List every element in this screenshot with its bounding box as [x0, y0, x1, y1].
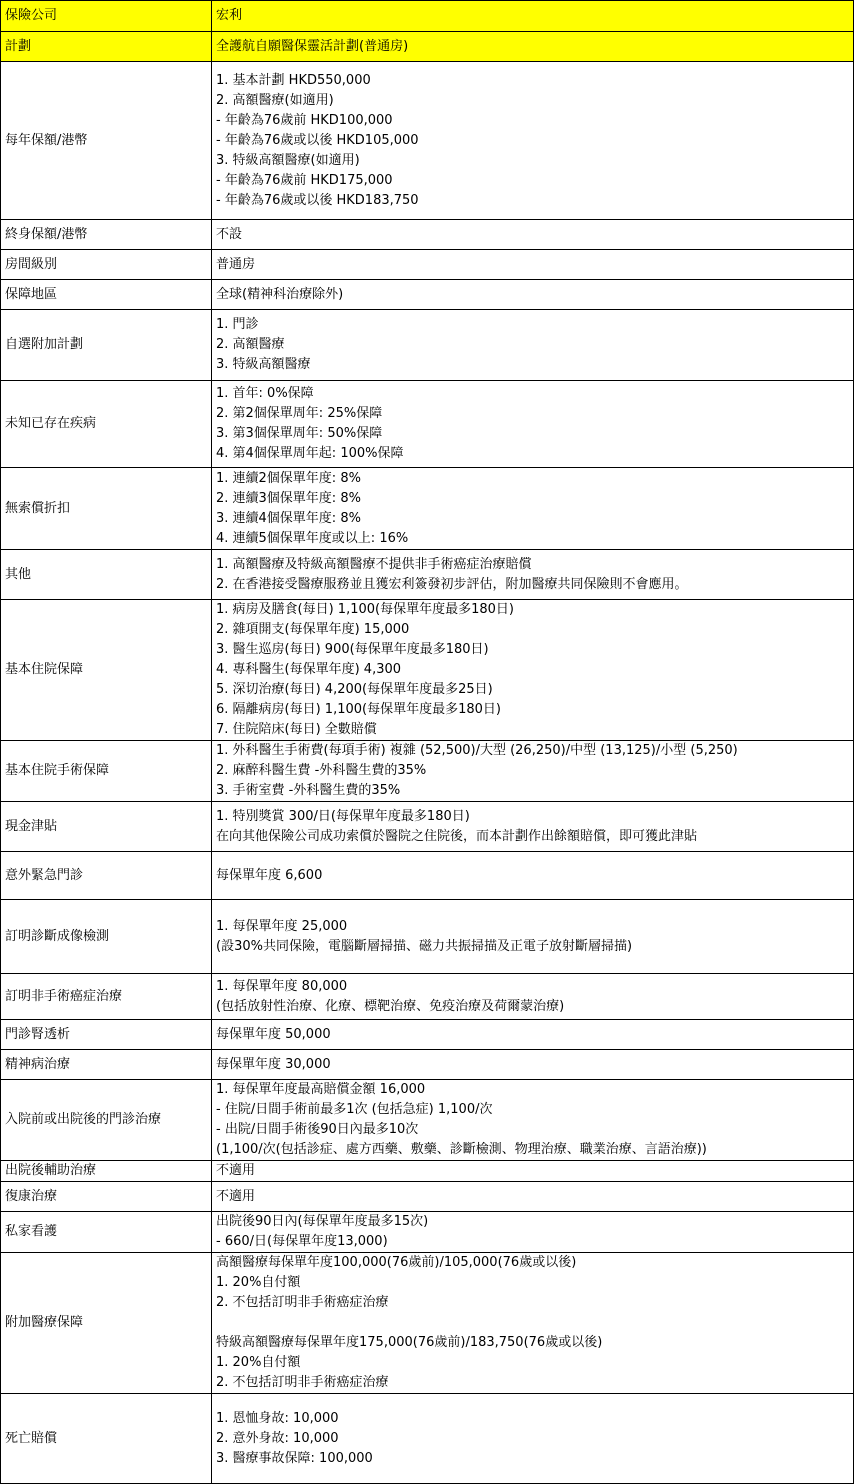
table-row [1, 802, 854, 852]
value-line: 出院後90日內(每保單年度最多15次) [216, 1214, 429, 1229]
value-line: - 年齡為76歲或以後 HKD183,750 [216, 192, 419, 208]
table-row [1, 250, 854, 280]
row-label: 私家看護 [1, 1212, 212, 1253]
value-line: 5. 深切治療(每日) 4,200(每保單年度最多25日) [216, 682, 493, 697]
row-value [212, 802, 854, 852]
row-value [212, 1253, 854, 1394]
value-line: (包括放射性治療、化療、標靶治療、免疫治療及荷爾蒙治療) [216, 998, 565, 1014]
row-value [212, 1394, 854, 1484]
row-value [212, 550, 854, 600]
value-line: 高額醫療每保單年度100,000(76歲前)/105,000(76歲或以後) [216, 1255, 577, 1270]
table-row [1, 62, 854, 220]
table-row [1, 900, 854, 974]
row-label: 附加醫療保障 [1, 1253, 212, 1394]
row-value [212, 1080, 854, 1161]
value-line: 1. 恩恤身故: 10,000 [216, 1410, 339, 1426]
value-line: 2. 不包括訂明非手術癌症治療 [216, 1375, 389, 1390]
table-row [1, 220, 854, 250]
value-line: (設30%共同保險，電腦斷層掃描、磁力共振掃描及正電子放射斷層掃描) [216, 938, 633, 954]
value-line: 4. 專科醫生(每保單年度) 4,300 [216, 662, 402, 677]
value-line: 1. 首年: 0%保障 [216, 386, 314, 401]
value-line: 3. 手術室費 -外科醫生費的35% [216, 783, 401, 798]
value-line: 1. 每保單年度 80,000 [216, 978, 348, 994]
table-row [1, 1161, 854, 1182]
value-line: 3. 醫療事故保障: 100,000 [216, 1450, 373, 1466]
value-line: 在向其他保險公司成功索償於醫院之住院後，而本計劃作出餘額賠償，即可獲此津貼 [216, 828, 698, 844]
row-label: 保障地區 [1, 280, 212, 310]
row-value [212, 280, 854, 310]
table-row [1, 852, 854, 900]
row-label: 現金津貼 [1, 802, 212, 852]
value-line: 4. 連續5個保單年度或以上: 16% [216, 530, 409, 546]
row-label: 每年保額/港幣 [1, 62, 212, 220]
value-line: 2. 第2個保單周年: 25%保障 [216, 406, 383, 421]
row-label: 出院後輔助治療 [1, 1161, 212, 1182]
table-row [1, 32, 854, 62]
row-label: 訂明診斷成像檢測 [1, 900, 212, 974]
table-row [1, 1080, 854, 1161]
table-row [1, 1394, 854, 1484]
row-value [212, 1182, 854, 1212]
value-line: 全護航自願醫保靈活計劃(普通房) [216, 38, 409, 54]
value-line: 1. 門診 [216, 317, 259, 332]
value-line: - 住院/日間手術前最多1次 (包括急症) 1,100/次 [216, 1102, 493, 1117]
table-row [1, 550, 854, 600]
table-row [1, 1, 854, 32]
value-line: 2. 高額醫療(如適用) [216, 92, 334, 108]
value-line: 3. 第3個保單周年: 50%保障 [216, 426, 383, 441]
row-label: 復康治療 [1, 1182, 212, 1212]
value-line: 2. 雜項開支(每保單年度) 15,000 [216, 622, 410, 637]
value-line: 3. 特級高額醫療 [216, 357, 311, 372]
value-line: - 年齡為76歲或以後 HKD105,000 [216, 132, 419, 148]
table-row [1, 741, 854, 802]
value-line: 7. 住院陪床(每日) 全數賠償 [216, 722, 377, 737]
table-row [1, 1253, 854, 1394]
row-label: 基本住院保障 [1, 600, 212, 741]
table-row [1, 468, 854, 550]
row-label: 無索償折扣 [1, 468, 212, 550]
table-body [1, 1, 854, 1484]
value-line: 不適用 [216, 1188, 256, 1204]
row-label: 未知已存在疾病 [1, 381, 212, 468]
value-line: 1. 20%自付額 [216, 1355, 301, 1370]
value-line: 4. 第4個保單周年起: 100%保障 [216, 446, 404, 461]
row-value [212, 468, 854, 550]
value-line [216, 1313, 853, 1333]
row-value [212, 381, 854, 468]
value-line: 1. 每保單年度最高賠償金額 16,000 [216, 1082, 426, 1097]
value-line: 不適用 [216, 1163, 256, 1178]
row-value [212, 220, 854, 250]
row-value [212, 900, 854, 974]
row-label: 死亡賠償 [1, 1394, 212, 1484]
value-line: 2. 連續3個保單年度: 8% [216, 490, 361, 506]
value-line: 不設 [216, 226, 243, 242]
value-line: 宏利 [216, 8, 243, 23]
value-line: 每保單年度 50,000 [216, 1026, 331, 1042]
value-line: - 出院/日間手術後90日內最多10次 [216, 1122, 419, 1137]
row-value [212, 741, 854, 802]
value-line: 2. 不包括訂明非手術癌症治療 [216, 1295, 389, 1310]
value-line: 1. 特別獎賞 300/日(每保單年度最多180日) [216, 808, 470, 824]
value-line: 3. 連續4個保單年度: 8% [216, 510, 361, 526]
table-row [1, 974, 854, 1020]
value-line: 1. 20%自付額 [216, 1275, 301, 1290]
value-line: 1. 連續2個保單年度: 8% [216, 470, 361, 486]
row-value [212, 1020, 854, 1050]
row-value [212, 1212, 854, 1253]
row-value [212, 62, 854, 220]
row-label: 意外緊急門診 [1, 852, 212, 900]
value-line: 1. 病房及膳食(每日) 1,100(每保單年度最多180日) [216, 602, 514, 617]
table-row [1, 1020, 854, 1050]
value-line: 1. 外科醫生手術費(每項手術) 複雜 (52,500)/大型 (26,250)/中型 (13,125)/小型 (5,250) [216, 743, 738, 758]
table-row [1, 280, 854, 310]
row-value [212, 852, 854, 900]
table-row [1, 310, 854, 381]
row-value [212, 1050, 854, 1080]
row-label: 入院前或出院後的門診治療 [1, 1080, 212, 1161]
value-line: 6. 隔離病房(每日) 1,100(每保單年度最多180日) [216, 702, 501, 717]
row-label: 保險公司 [1, 1, 212, 32]
value-line: - 年齡為76歲前 HKD100,000 [216, 112, 393, 128]
row-label: 房間級別 [1, 250, 212, 280]
value-line: 1. 基本計劃 HKD550,000 [216, 72, 371, 88]
value-line: 1. 高額醫療及特級高額醫療不提供非手術癌症治療賠償 [216, 556, 532, 572]
row-label: 計劃 [1, 32, 212, 62]
value-line: 每保單年度 6,600 [216, 867, 323, 883]
row-value [212, 250, 854, 280]
row-label: 其他 [1, 550, 212, 600]
value-line: 全球(精神科治療除外) [216, 286, 344, 302]
value-line: 每保單年度 30,000 [216, 1056, 331, 1072]
table-row [1, 1050, 854, 1080]
value-line: 2. 意外身故: 10,000 [216, 1430, 339, 1446]
value-line: - 年齡為76歲前 HKD175,000 [216, 172, 393, 188]
row-label: 基本住院手術保障 [1, 741, 212, 802]
value-line: 特級高額醫療每保單年度175,000(76歲前)/183,750(76歲或以後) [216, 1335, 603, 1350]
value-line: 2. 麻醉科醫生費 -外科醫生費的35% [216, 763, 427, 778]
value-line: 2. 在香港接受醫療服務並且獲宏利簽發初步評估，附加醫療共同保險則不會應用。 [216, 576, 688, 592]
table-row [1, 600, 854, 741]
row-label: 自選附加計劃 [1, 310, 212, 381]
value-line: 普通房 [216, 256, 256, 272]
value-line: 3. 醫生巡房(每日) 900(每保單年度最多180日) [216, 642, 489, 657]
table-row [1, 1212, 854, 1253]
row-value [212, 600, 854, 741]
row-value [212, 32, 854, 62]
row-label: 精神病治療 [1, 1050, 212, 1080]
row-label: 門診腎透析 [1, 1020, 212, 1050]
row-value [212, 310, 854, 381]
value-line: 2. 高額醫療 [216, 337, 285, 352]
row-label: 訂明非手術癌症治療 [1, 974, 212, 1020]
value-line: - 660/日(每保單年度13,000) [216, 1234, 388, 1249]
value-line: (1,100/次(包括診症、處方西藥、敷藥、診斷檢測、物理治療、職業治療、言語治療)) [216, 1142, 707, 1157]
table-row [1, 381, 854, 468]
row-label: 終身保額/港幣 [1, 220, 212, 250]
row-value [212, 1161, 854, 1182]
row-value [212, 974, 854, 1020]
table-row [1, 1182, 854, 1212]
value-line: 3. 特級高額醫療(如適用) [216, 152, 360, 168]
row-value [212, 1, 854, 32]
value-line: 1. 每保單年度 25,000 [216, 918, 348, 934]
